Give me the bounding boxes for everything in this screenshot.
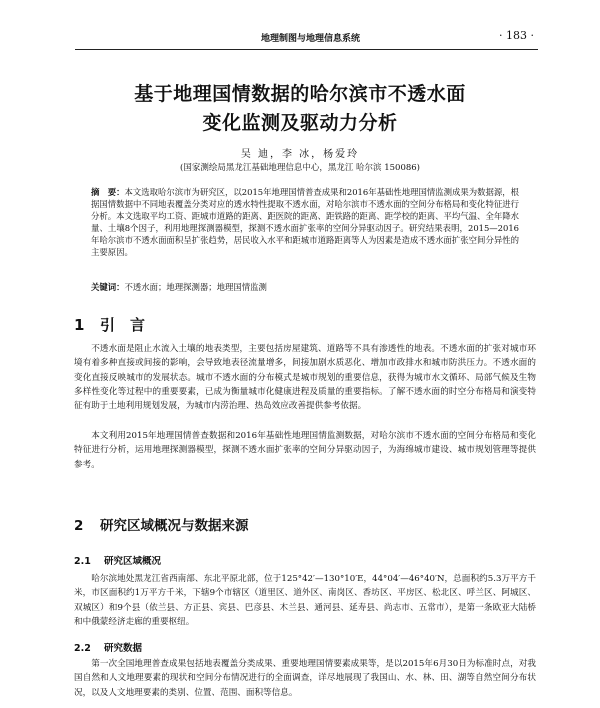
subsection-number: 2.1 (74, 556, 91, 567)
paper-title-line-2: 变化监测及驱动力分析 (202, 112, 398, 134)
body-paragraph: 哈尔滨地处黑龙江省西南部、东北平原北部，位于125°42′—130°10′E，44°04′—46°40′N，总面积约5.3万平方千米，市区面积约1万平方千米，下辖9个市辖区（道里区、道外区、南岗区、香坊区、平房区、松北区、呼兰区、阿城区、双城区）和9个县（依兰县、方正县、宾县、巴彦县、木兰县、通河县、延寿县、尚志市、五常市），是第一条欧亚大陆桥和中俄蒙经济走廊的重要枢纽。 (74, 574, 536, 627)
author-list: 吴 迪，李 冰，杨爱玲 (240, 149, 360, 160)
section-title: 引 言 (100, 316, 146, 334)
subsection-heading-study-area (74, 553, 161, 567)
keywords-text: 不透水面；地理探测器；地理国情监测 (124, 282, 267, 292)
body-paragraph: 第一次全国地理普查成果包括地表覆盖分类成果、重要地理国情要素成果等，是以2015年6月30日为标准时点，对我国自然和人文地理要素的现状和空间分布情况进行的全面调查，详尽地展现了我国山、水、林、田、湖等自然空间分布状况，以及人文地理要素的类别、位置、范围、面积等信息。 (74, 659, 536, 698)
journal-section-name: 地理制图与地理信息系统 (261, 34, 361, 44)
keywords-label: 关键词： (91, 282, 125, 292)
paper-title-line-1: 基于地理国情数据的哈尔滨市不透水面 (134, 83, 466, 105)
subsection-heading-research-data (74, 640, 142, 654)
abstract-block (91, 186, 519, 259)
subsection-title: 研究区域概况 (104, 556, 162, 567)
abstract-text: 本文选取哈尔滨市为研究区，以2015年地理国情普查成果和2016年基础性地理国情监测成果为数据源，根据国情数据中不同地表覆盖分类对应的透水特性提取不透水面，对哈尔滨市不透水面的空间分布格局和变化特征进行分析。本文选取平均工资、距城市道路的距离、距医院的距离、距铁路的距离、距学校的距离、平均气温、全年降水量、土壤8个因子，利用地理探测器模型，探测不透水面扩张率的空间分异驱动因子。研究结果表明，2015—2016年哈尔滨市不透水面面积呈扩张趋势，居民收入水平和距城市道路距离等人为因素是造成不透水面扩张空间分异性的主要原因。 (91, 187, 520, 258)
running-header (75, 27, 538, 50)
body-paragraph: 不透水面是阻止水流入土壤的地表类型，主要包括房屋建筑、道路等不具有渗透性的地表。不透水面的扩张对城市环境有着多种直接或间接的影响，会导致地表径流量增多，间接加剧水质恶化、增加市政排水和城市防洪压力。不透水面的变化直接反映城市的发展状态。城市不透水面的分布模式是城市规划的重要信息，获得为城市水文循环、局部气候及生物多样性变化等过程中的重要要素，已成为衡量城市化健康进程及质量的重要指标。了解不透水面的时空分布格局和演变特征有助于土地利用规划发展，为城市内涝治理、热岛效应改善提供参考依据。 (74, 344, 536, 412)
section-heading-introduction (74, 314, 145, 335)
page-number: · 183 · (499, 29, 534, 42)
section-number: 2 (74, 518, 84, 534)
abstract-label: 摘 要： (91, 187, 125, 197)
author-affiliation: (国家测绘局黑龙江基础地理信息中心，黑龙江 哈尔滨 150086) (180, 163, 420, 173)
section-heading-study-area-data (74, 514, 249, 534)
subsection-title: 研究数据 (104, 643, 143, 654)
subsection-number: 2.2 (74, 643, 91, 654)
keywords-block (91, 281, 267, 293)
body-paragraph: 本文利用2015年地理国情普查数据和2016年基础性地理国情监测数据，对哈尔滨市不透水面的空间分布格局和变化特征进行分析，运用地理探测器模型，探测不透水面扩张率的空间分异驱动因子，为海绵城市建设、城市规划管理等提供参考。 (74, 431, 536, 470)
section-title: 研究区域概况与数据来源 (100, 518, 249, 534)
section-number: 1 (74, 316, 85, 334)
